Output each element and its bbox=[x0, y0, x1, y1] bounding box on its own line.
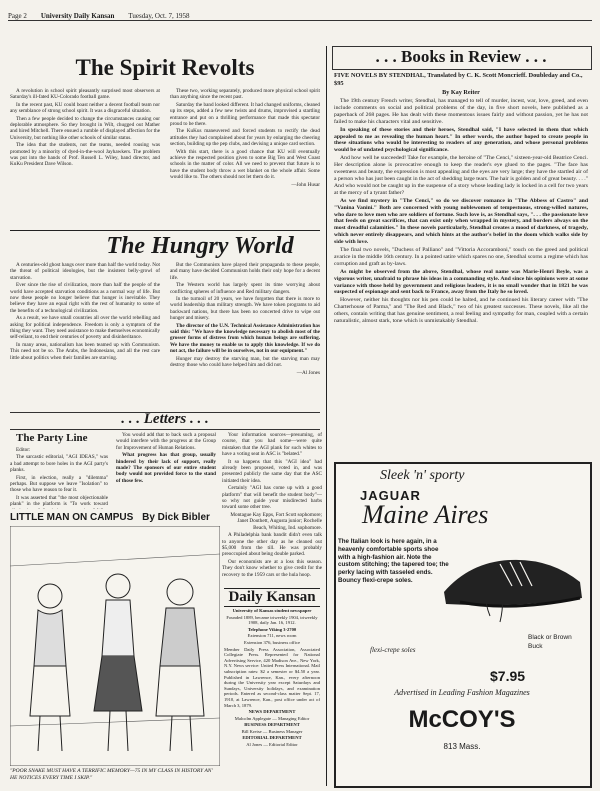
letter-para: What progress has that group, usually hindered by their lack of support, really made? The sponsors of our entire student body would not provided force to the stand of those few. bbox=[116, 452, 216, 484]
letters-title: . . . Letters . . . bbox=[121, 411, 209, 427]
letter-para: It was asserted that "the most objectionable plank" in the platform is "To work toward bbox=[10, 494, 108, 508]
masthead-line: Extension 711, news room bbox=[247, 633, 297, 639]
review-para: The 19th century French writer, Stendhal, has managed to tell of murder, incest, war, love, greed, and even include comments on social and political problems of the day, in five short novels, here published as a paperback of 268 pages. He has dealt with these momentous issues fairly and without passion, yet he has not failed to make his characters vital and sensitive. bbox=[334, 98, 588, 125]
letter-signature: Montague Kay Epps, Fort Scott sophomore; Janet Douthett, Augusta junior; Rochelle Beach, Whiting, Ind. sophomore. bbox=[230, 511, 322, 531]
spirit-headline: The Spirit Revolts bbox=[75, 55, 255, 80]
masthead-line: Telephone Viking 3-2700 bbox=[247, 626, 297, 632]
ad-brand: JAGUAR bbox=[360, 488, 421, 503]
masthead-staff: Bill Kreise — Business Manager bbox=[241, 728, 303, 734]
paper-name: University Daily Kansan bbox=[40, 12, 115, 20]
spirit-para: Saturday the band looked different. It had changed uniforms, cleaned up its steps, added a few new twists and drums, improvised a startling entrance and put on a thrilling performance that made this spectator proud to be there. bbox=[170, 101, 320, 128]
hungry-para: As a result, we have small countries all over the world rebelling and asking for political independence. Freedom is only a symptom of the thing they want. They need assistance to make themselves economically self-reliant, to end their centuries of poverty and disinheritance. bbox=[10, 315, 160, 341]
spirit-column-2 bbox=[170, 88, 320, 228]
review-para: In speaking of these stories and their heroes, Stendhal said, "I have selected in them that which appealed to me as revealing the human heart." In other words, the author hoped to create people in these situations who would be interesting to readers of any generation, and whose personal problems would be of undated psychological significance. bbox=[334, 126, 588, 154]
column-rule bbox=[326, 46, 327, 786]
spirit-signature: —John Husar bbox=[291, 181, 320, 188]
hungry-para: A centuries-old ghost hangs over more than half the world today. Not the threat of political ideologies, but the insistent belly-growl of starvation. bbox=[10, 262, 160, 281]
filler-para: A Philadelphia bank bandit didn't even talk to anyone the other day as he cleaned out $5,000 from the till. He was probably preoccupied about being double parked. bbox=[222, 532, 322, 558]
store-address: 813 Mass. bbox=[443, 742, 481, 751]
party-line-column-b bbox=[116, 432, 216, 509]
divider bbox=[10, 230, 320, 231]
books-banner: . . . Books in Review . . . bbox=[375, 47, 547, 66]
ad-copy: The Italian look is here again, in a heavenly comfortable sports shoe with a high-fashion air. Note the custom stitching; the tapered toe; the perky lacing with tasseled ends. Bouncy flexi-crepe soles. bbox=[338, 538, 449, 584]
masthead-staff: Malcolm Applegate — Managing Editor bbox=[234, 715, 310, 721]
hungry-column-1 bbox=[10, 262, 160, 410]
masthead-dept: EDITORIAL DEPARTMENT bbox=[242, 735, 302, 741]
flexi-crepe-label: flexi-crepe soles bbox=[370, 646, 416, 654]
cartoon-drawing bbox=[10, 526, 220, 766]
party-line-column-a bbox=[10, 447, 108, 509]
spirit-para: The KuKus maneuvered and forced students to rectify the dead attitudes they had complained about for years by enlarging the cheering section, building up the pep clubs, and devising a unique card section. bbox=[170, 128, 320, 148]
letter-para: You would add that to back such a proposal would interfere with the progress at the Group for Improvement of Human Relations. bbox=[116, 432, 216, 451]
hungry-signature: —Al Jones bbox=[296, 369, 320, 376]
book-review-body bbox=[334, 98, 588, 458]
spirit-para: These two, working separately, produced more physical school spirit than anything since the recent past. bbox=[170, 88, 320, 101]
cartoon-series: LITTLE MAN ON CAMPUS bbox=[10, 512, 134, 523]
letter-para: Certainly "AGI has come up with a good platform" that will benefit the student body"—so why not guide your misdirected barbs toward some other tree. bbox=[222, 485, 322, 511]
spirit-para: A revolution in school spirit pleasantly surprised most observers at Saturday's ill-fated KU-Colorado football game. bbox=[10, 88, 160, 101]
ad-price: $7.95 bbox=[490, 668, 526, 684]
masthead-line: Member Daily Press Association, Associated Collegiate Press. Represented for National Advertising Service, 420 Madison Ave., New York, N.Y. News service: United Press International. Mail subscription rates: $2 a semester or $4.50 a year. Published in Lawrence, Kan., every afternoon during the University year except Saturdays and Sundays, University holidays, and examination periods. Entered as second-class matter Sept. 17, 1910, at Lawrence, Kan., post office under act of March 3, 1879. bbox=[224, 646, 320, 708]
ad-colors: Black or Brown Buck bbox=[528, 634, 572, 650]
spirit-para: In the recent past, KU could boast neither a decent football team nor any semblance of strong school spirit. It was a disgraceful situation. bbox=[10, 101, 160, 115]
party-line-title: The Party Line bbox=[16, 432, 88, 444]
shoe-illustration bbox=[440, 532, 586, 632]
page-header bbox=[8, 8, 592, 21]
masthead-title: Daily Kansan bbox=[224, 588, 320, 607]
masthead-line: University of Kansas student newspaper bbox=[232, 608, 312, 613]
masthead-line: Founded 1889, became triweekly 1904, triweekly 1908, daily Jan. 16, 1912. bbox=[226, 614, 318, 626]
spirit-para: With this start, there is a good chance that KU will eventually achieve the respected position given to some Big Ten and West Coast schools in the matter of color. All we need to prevent that future is to have the student body throw a wet blanket on the whole affair. Some would like to. The others should not let them do it. bbox=[170, 148, 320, 181]
masthead-line: Extension 376, business office bbox=[243, 639, 301, 645]
page-number: Page 2 bbox=[8, 12, 27, 20]
issue-date: Tuesday, Oct. 7, 1958 bbox=[128, 12, 190, 20]
hungry-para: Ever since the rise of civilization, more than half the people of the world have accepted starvation conditions as a normal way of life. But now these people no longer believe that hunger is inevitable. They believe they have an equal right with the rest of humanity to some of the benefits of a technological civilization. bbox=[10, 282, 160, 314]
letter-para: Editor: bbox=[16, 447, 31, 453]
hungry-para: But the Communists have played their propaganda to these people, and many have decided Communism holds their only hope for a decent life. bbox=[170, 262, 320, 281]
ad-model: Maine Aires bbox=[362, 500, 489, 529]
hungry-headline: The Hungry World bbox=[106, 233, 294, 259]
hungry-para: The Western world has largely spent its time worrying about conflicting spheres of influence and Red military dangers. bbox=[170, 282, 320, 295]
review-para: As might be observed from the above, Stendhal, whose real name was Marie-Henri Beyle, was a vigorous writer, unafraid to phrase his ideas in a commanding style. And since his opinions were at some variance with those held by government and religious leaders, it is no small wonder that in 1821 he was suspected of espionage and sent back to France, away from the Italy he so loved. bbox=[334, 268, 588, 296]
letter-para: It so happens that this "AGI idea" had already been proposed, voted in, and was presented publicly the same day that the ASC initiated their idea. bbox=[222, 458, 322, 484]
masthead-dept: BUSINESS DEPARTMENT bbox=[244, 722, 300, 728]
masthead-dept: NEWS DEPARTMENT bbox=[248, 709, 296, 715]
review-para: And how well he succeeded! Take for example, the heroine of "The Cenci," sixteen-year-old Beatrice Cenci. Her description alone is provocative enough to keep the reader's eye glued to the pages. "The face has sweetness and beauty, the expression is most appealing and the eyes are very large; they have the startled air of a person who has just been caught in the act of shedding large tears. The hair is golden and of great beauty. . . ." And who would not be caught up in the suspense of a story whose leading lady is locked in a cell for two years at the mercy of a tyrant father? bbox=[334, 155, 588, 196]
store-name: McCOY'S bbox=[408, 706, 516, 733]
cartoon-author: By Dick Bibler bbox=[142, 512, 210, 523]
letter-para: First, in election, really a "dilemma" perhaps. But suppose we leave "Isolation" to those who have reason to fear it. bbox=[10, 474, 108, 494]
ad-fashion-note: Advertised in Leading Fashion Magazines bbox=[394, 688, 530, 697]
cartoon-title bbox=[10, 512, 220, 523]
filler-para: Our economists are at a loss this season. They don't know whether to give credit for the recovery to the 1959 cars or the hula hoop. bbox=[222, 558, 322, 578]
ad-tagline: Sleek 'n' sporty bbox=[380, 468, 465, 483]
hungry-para: In many areas, nationalism has been teamed up with Communism. This need not be so. The Arabs, the Indonesians, and all the rest care little about politics when their families are starving. bbox=[10, 341, 160, 361]
masthead-staff: Al Jones — Editorial Editor bbox=[246, 742, 298, 748]
review-para: The final two novels, "Duchess of Palliano" and "Vittoria Accoramboni," touch on the greed and political avarice in the middle 16th century. In a pointed satire which spares no one, Stendhal scorns a regime which has corruption and graft as by-laws. bbox=[334, 247, 588, 267]
hungry-para: Hunger may destroy the starving man, but the starving man may destroy those who could have helped him and did not. bbox=[170, 355, 320, 369]
review-para: As we find mystery in "The Cenci," so do we discover romance in "The Abbess of Castro" and "Vanina Vanini." Both are concerned with young noblewomen of tempestuous, strong-willed natures, who dare to love men who are soldiers of fortune. Such love is, as Stendhal says, ". . . the passionate love that feeds on great sacrifices, that can exist only when wrapped in mystery, and borders always on the most dreadful calamities." In these novels particularly, Stendhal creates a mood of darkness, of tragedy, which never entirely disappears, and which hints at the author's belief in the doom which walks side by side with love. bbox=[334, 197, 588, 246]
spirit-para: Then a few people decided to change the circumstances causing our deplorable atmosphere. So they brought in Wilt, chugged out Mather and hired Mitchell. There ensued a rumble of displayed affection for the University, but nothing like other schools of similar status. bbox=[10, 115, 160, 141]
hungry-quote: The director of the U.N. Technical Assistance Administration has said this: "We have the knowledge necessary to abolish most of the grosser forms of distress from which human beings are suffering. We have the money to enable us to apply this knowledge. If we do not act, the failure will be in ourselves, not in our equipment." bbox=[170, 322, 320, 355]
spirit-para: The idea that the students, not the teams, needed rousing was promoted by a minority of dyed-in-the-wool Jayhawkers. The problem was put into the hands of Prof. Russell L. Wiley, band director, and KuKu President Dave Wilson. bbox=[10, 142, 160, 168]
review-para: However, neither his thoughts nor his pen could be halted, and he continued his literary career with "The Charterhouse of Parma," and "The Red and Black," two of his greatest successes. These novels, like all the others, contain writing that has genuine sentiment, a real feeling and sympathy for man, coupled with a certain naturalistic, almost stark, tone which is unmistakably Stendhal. bbox=[334, 297, 588, 325]
book-headline: FIVE NOVELS BY STENDHAL, Translated by C. K. Scott Moncrieff. Doubleday and Co., $95 bbox=[334, 72, 583, 87]
letter-para: Your information sources—presuming, of course, that you had some—were quite mistaken that the AGI plank for such whites to have a voting seat in ASC is "belated." bbox=[222, 432, 322, 458]
letters-column-2 bbox=[222, 432, 322, 582]
spirit-column-1 bbox=[10, 88, 160, 228]
letter-para: The sarcastic editorial, "AGI IDEAS," was a bad attempt to bore holes in the AGI party's planks. bbox=[10, 454, 108, 474]
book-byline: By Kay Reiter bbox=[442, 89, 480, 96]
hungry-para: In the turmoil of 20 years, we have forgotten that there is more to world leadership than military strength. We have token programs to aid backward nations, but there has been no concerted drive to wipe out hunger and misery. bbox=[170, 296, 320, 322]
masthead-info bbox=[224, 608, 320, 788]
cartoon-caption: "POOR SNAKE MUST HAVE A TERRIFIC MEMORY—75 IN MY CLASS IN HISTORY AN' HE NOTICES EVERY TIME I SKIP." bbox=[10, 768, 213, 781]
hungry-column-2 bbox=[170, 262, 320, 410]
